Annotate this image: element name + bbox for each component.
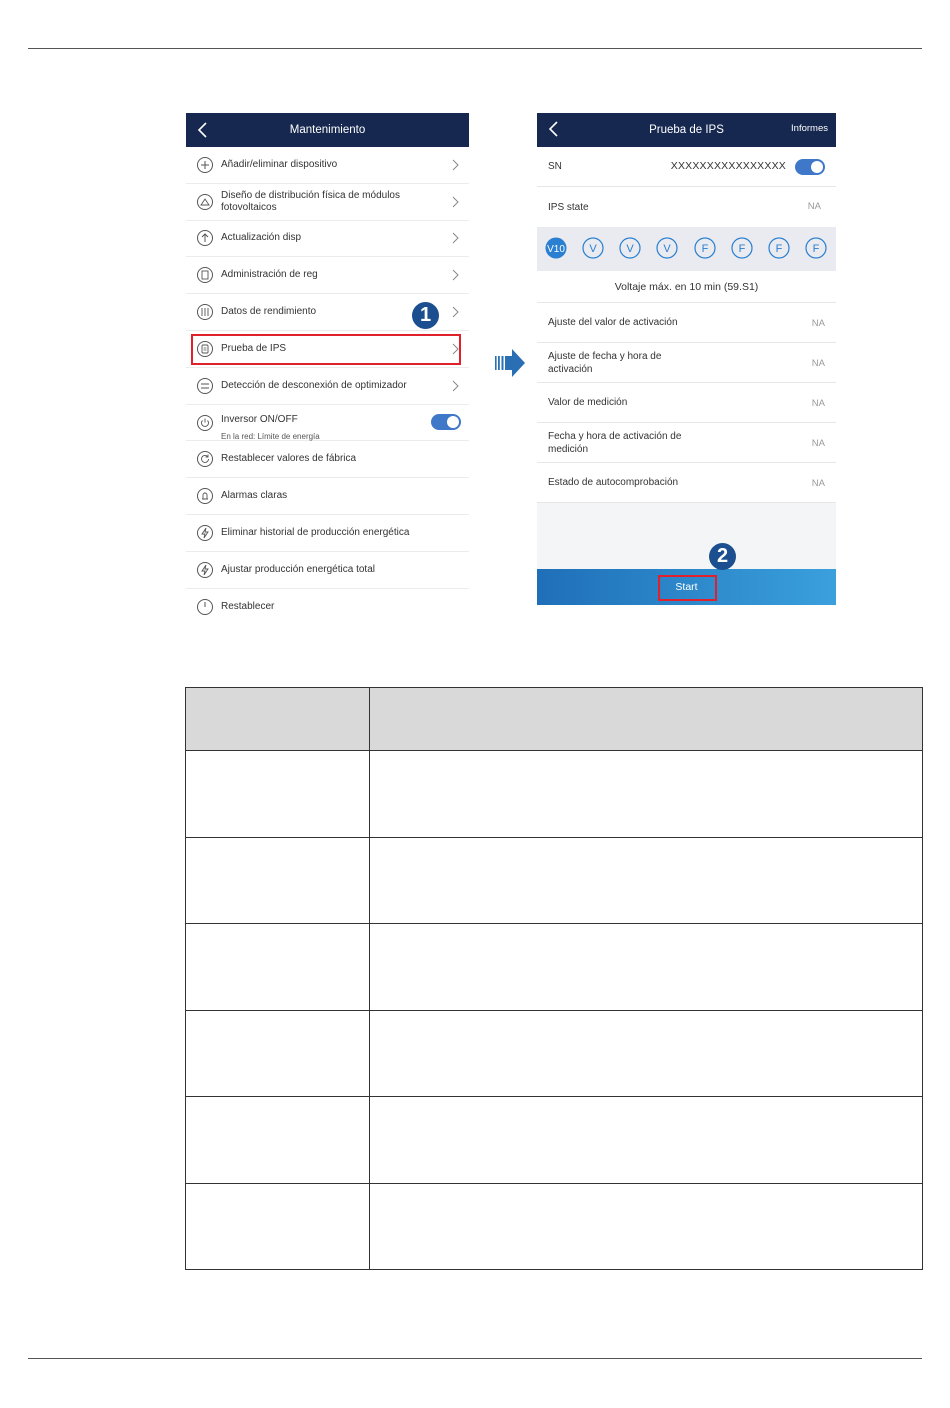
strip-icon-label: V <box>626 243 634 255</box>
table-cell <box>186 1183 370 1270</box>
sn-toggle[interactable] <box>795 159 825 175</box>
menu-item-label: Administración de reg <box>221 269 318 281</box>
log-icon <box>196 266 214 284</box>
menu-item-label: Diseño de distribución física de módulos fotovoltaicos <box>221 189 400 213</box>
param-row <box>537 463 836 503</box>
strip-icon-label: F <box>701 243 709 255</box>
back-arrow-icon[interactable] <box>547 120 561 138</box>
menu-item-label: Detección de desconexión de optimizador <box>221 379 407 391</box>
param-value: NA <box>811 357 825 369</box>
chevron-right-icon <box>451 196 459 208</box>
ips-state-value: NA <box>807 201 821 212</box>
param-row <box>537 303 836 343</box>
menu-item-label: Inversor ON/OFF <box>221 413 298 425</box>
performance-icon <box>196 303 214 321</box>
protection-icon-strip <box>537 227 836 271</box>
menu-item-add-device[interactable] <box>186 147 469 184</box>
plus-circle-icon <box>196 156 214 174</box>
table-header-cell <box>186 688 370 751</box>
strip-icon-label: V <box>589 243 597 255</box>
parameter-table <box>185 687 923 1270</box>
sn-row <box>537 147 836 187</box>
step-badge-2: 2 <box>709 543 736 570</box>
adjust-energy-icon <box>196 561 214 579</box>
menu-item-sublabel: En la red: Límite de energía <box>221 431 320 441</box>
overfrequency-2-icon[interactable] <box>731 237 753 259</box>
ips-test-highlight <box>191 334 461 365</box>
sn-value: XXXXXXXXXXXXXXXX <box>670 160 786 172</box>
menu-item-label: Restablecer <box>221 600 275 612</box>
maintenance-screen <box>186 113 469 623</box>
start-highlight <box>658 575 717 601</box>
table-row <box>186 1097 923 1184</box>
ips-state-row <box>537 187 836 227</box>
table-cell <box>186 924 370 1011</box>
param-row <box>537 383 836 423</box>
param-value: NA <box>811 317 825 329</box>
param-row <box>537 343 836 383</box>
selected-protection-caption: Voltaje máx. en 10 min (59.S1) <box>537 271 836 303</box>
param-value: NA <box>811 397 825 409</box>
ips-test-title: Prueba de IPS <box>649 124 724 136</box>
param-value: NA <box>811 477 825 489</box>
param-label: Fecha y hora de activación de medición <box>548 430 682 455</box>
table-row <box>186 924 923 1011</box>
strip-icon-label: F <box>775 243 783 255</box>
table-row <box>186 837 923 924</box>
menu-item-optimizer-disconnect[interactable] <box>186 368 469 405</box>
bottom-rule <box>28 1358 922 1359</box>
ips-state-label: IPS state <box>548 201 589 213</box>
table-header-row <box>186 688 923 751</box>
menu-item-restart[interactable] <box>186 589 469 623</box>
layout-icon <box>196 193 214 211</box>
table-cell <box>370 751 923 838</box>
strip-icon-label: F <box>738 243 746 255</box>
strip-icon-label: V10 <box>547 244 565 255</box>
maintenance-title: Mantenimiento <box>289 124 366 136</box>
chevron-right-icon <box>451 232 459 244</box>
table-cell <box>370 1097 923 1184</box>
table-cell <box>186 837 370 924</box>
sn-label: SN <box>548 161 562 172</box>
back-arrow-icon[interactable] <box>196 121 210 139</box>
menu-item-label: Eliminar historial de producción energética <box>221 526 410 538</box>
reset-icon <box>196 450 214 468</box>
param-label: Ajuste de fecha y hora de activación <box>548 350 662 375</box>
menu-item-adjust-total-energy[interactable] <box>186 552 469 589</box>
table-header-cell <box>370 688 923 751</box>
table-cell <box>370 1010 923 1097</box>
ips-test-screen <box>537 113 836 605</box>
menu-item-label: Alarmas claras <box>221 490 288 502</box>
undervoltage-2-icon[interactable] <box>656 237 678 259</box>
menu-item-factory-reset[interactable] <box>186 441 469 478</box>
menu-item-label: Datos de rendimiento <box>221 306 317 318</box>
chevron-right-icon <box>451 159 459 171</box>
upgrade-arrow-icon <box>196 229 214 247</box>
restart-icon <box>196 598 214 616</box>
overfrequency-icon[interactable] <box>694 237 716 259</box>
step-badge-1: 1 <box>412 302 439 329</box>
table-row <box>186 1010 923 1097</box>
chevron-right-icon <box>451 306 459 318</box>
table-row <box>186 1183 923 1270</box>
menu-item-pv-layout[interactable] <box>186 184 469 221</box>
menu-item-inverter-onoff <box>186 405 469 442</box>
param-label: Estado de autocomprobación <box>548 477 679 488</box>
maintenance-title-bar <box>186 113 469 147</box>
power-icon <box>196 414 214 432</box>
menu-item-label: Actualización disp <box>221 232 302 244</box>
menu-item-label: Añadir/eliminar dispositivo <box>221 158 338 170</box>
param-label: Ajuste del valor de activación <box>548 317 678 328</box>
chevron-right-icon <box>451 380 459 392</box>
menu-item-log-management[interactable] <box>186 257 469 294</box>
param-row <box>537 423 836 463</box>
menu-item-label: Restablecer valores de fábrica <box>221 453 357 465</box>
undervoltage-icon[interactable] <box>619 237 641 259</box>
right-arrow-icon <box>494 347 526 379</box>
table-cell <box>370 1183 923 1270</box>
table-cell <box>186 1010 370 1097</box>
top-rule <box>28 48 922 49</box>
strip-icon-label: V <box>663 243 671 255</box>
menu-item-clear-alarms[interactable] <box>186 478 469 515</box>
table-cell <box>186 751 370 838</box>
chevron-right-icon <box>451 269 459 281</box>
menu-item-label: Prueba de IPS <box>221 342 287 354</box>
table-cell <box>370 837 923 924</box>
table-cell <box>370 924 923 1011</box>
param-label: Valor de medición <box>548 397 628 408</box>
menu-item-device-upgrade[interactable] <box>186 221 469 258</box>
clear-energy-icon <box>196 524 214 542</box>
table-cell <box>186 1097 370 1184</box>
start-button[interactable]: Start <box>675 581 698 593</box>
table-row <box>186 751 923 838</box>
overvoltage-icon[interactable] <box>582 237 604 259</box>
voltage-10min-icon[interactable] <box>545 237 567 259</box>
inverter-onoff-toggle[interactable] <box>431 414 461 430</box>
alarm-icon <box>196 487 214 505</box>
menu-item-label: Ajustar producción energética total <box>221 563 375 575</box>
underfrequency-2-icon[interactable] <box>805 237 827 259</box>
menu-item-delete-energy-history[interactable] <box>186 515 469 552</box>
reports-link[interactable]: Informes <box>791 123 828 134</box>
disconnect-icon <box>196 377 214 395</box>
strip-icon-label: F <box>812 243 820 255</box>
ips-test-title-bar <box>537 113 836 147</box>
underfrequency-icon[interactable] <box>768 237 790 259</box>
param-value: NA <box>811 437 825 449</box>
